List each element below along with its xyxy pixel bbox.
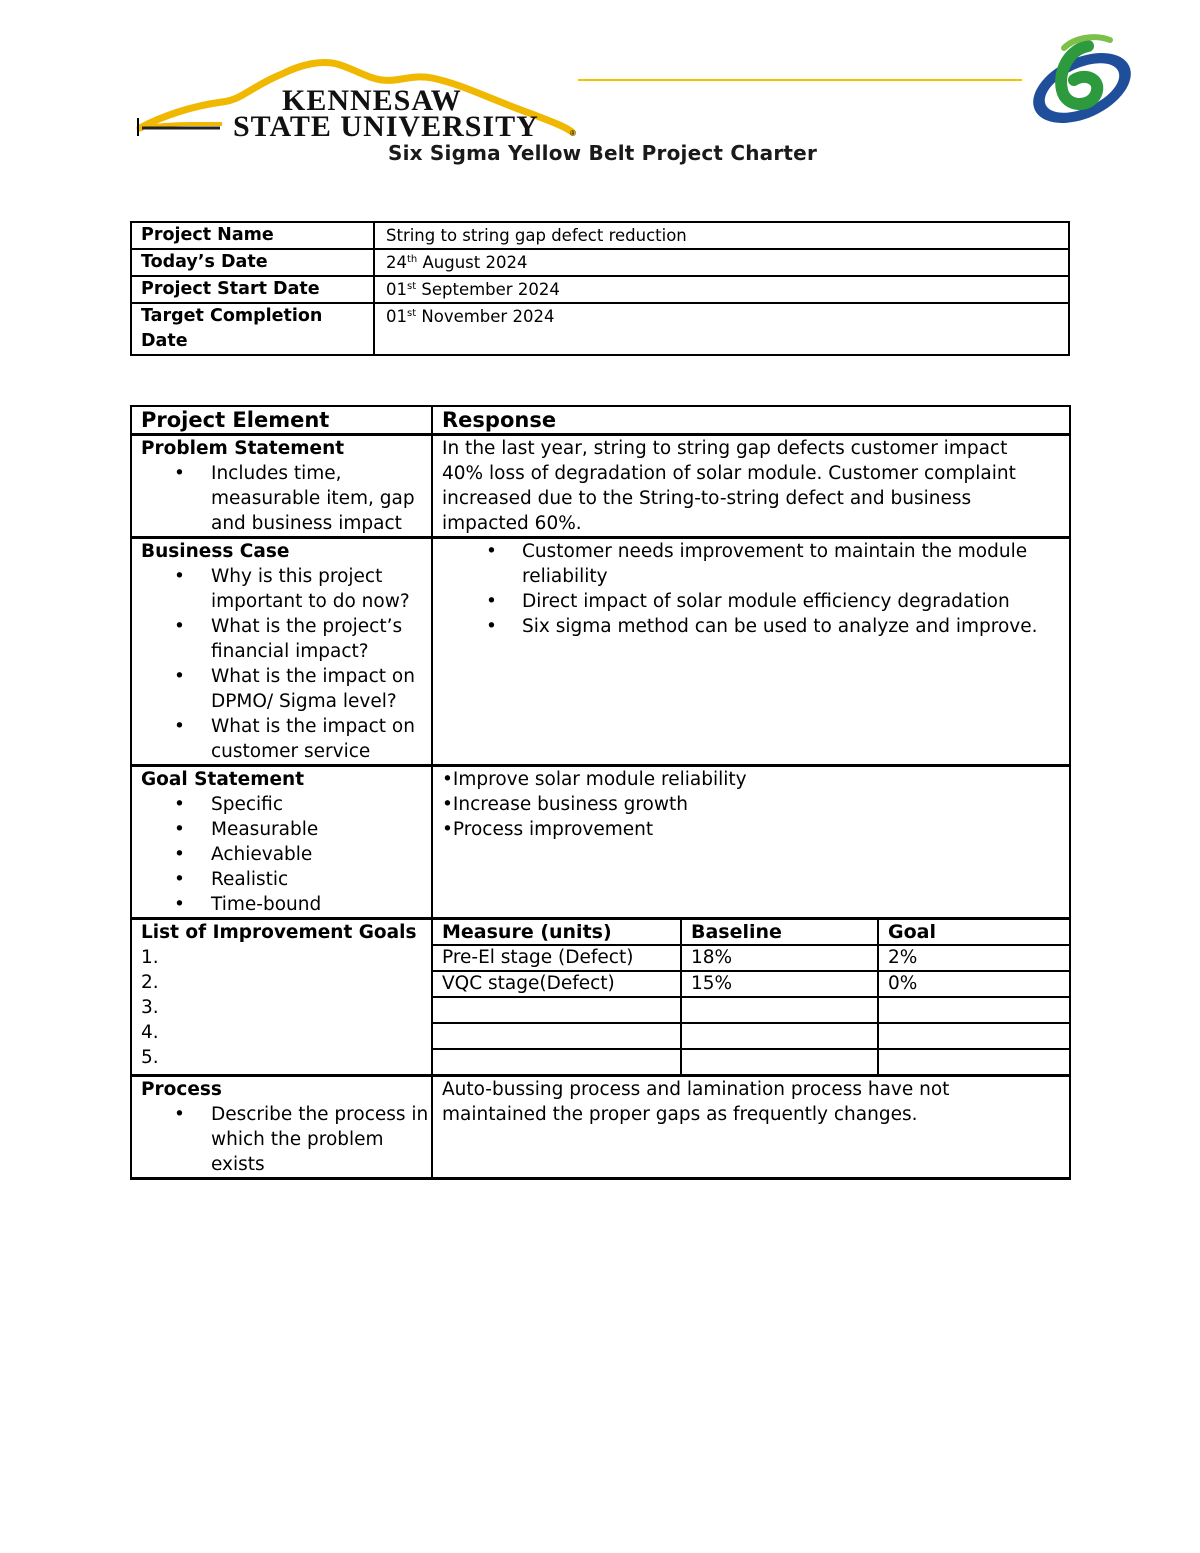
measure-cell: [433, 1049, 681, 1074]
list-item: • What is the impact on customer service: [211, 714, 431, 764]
business-case-cell: [131, 538, 432, 766]
table-row: [433, 1049, 1069, 1074]
improvement-goals-cell: [131, 919, 432, 1076]
date-month-year: September 2024: [416, 280, 560, 299]
list-item: • What is the project’s financial impact?: [211, 614, 431, 664]
date-day: 01: [386, 280, 407, 299]
list-item: • Direct impact of solar module efficiency degradation: [522, 589, 1069, 614]
list-item: • Specific: [211, 792, 431, 817]
svg-text:®: ®: [570, 129, 576, 138]
process-cell: [131, 1076, 432, 1179]
table-row: [433, 1023, 1069, 1049]
problem-statement-response: In the last year, string to string gap defects customer impact 40% loss of degradation of solar module. Customer complaint increased due to the String-to-string defect and business impacted 60%.: [432, 435, 1070, 538]
list-item: [442, 817, 1069, 842]
project-name-value: String to string gap defect reduction: [374, 222, 1069, 249]
improvement-goals-title: List of Improvement Goals: [141, 922, 417, 943]
completion-date-label: Target Completion Date: [131, 303, 374, 355]
list-item: • Customer needs improvement to maintain the module reliability: [522, 539, 1069, 589]
goal-cell: 0%: [878, 971, 1069, 997]
list-item: • Describe the process in which the problem exists: [211, 1102, 431, 1177]
process-row: [131, 1076, 1070, 1179]
list-item: • Includes time, measurable item, gap and business impact: [211, 461, 431, 536]
list-item: • Why is this project important to do now?: [211, 564, 431, 614]
date-month-year: November 2024: [416, 307, 555, 326]
list-item: • Realistic: [211, 867, 431, 892]
improvement-goals-table: [433, 920, 1069, 1074]
improvement-goals-row: [131, 919, 1070, 1076]
table-row: [433, 971, 1069, 997]
baseline-cell: 18%: [681, 945, 878, 971]
university-name-line2: STATE UNIVERSITY: [233, 110, 539, 143]
problem-statement-title: Problem Statement: [141, 438, 345, 459]
list-item: 3.: [141, 997, 159, 1018]
list-item: [442, 767, 1069, 792]
measure-cell: VQC stage(Defect): [433, 971, 681, 997]
process-title: Process: [141, 1079, 222, 1100]
goal-cell: [878, 1023, 1069, 1049]
process-bullets: [141, 1102, 431, 1177]
list-item: • Six sigma method can be used to analyze and improve.: [522, 614, 1069, 639]
list-item: • What is the impact on DPMO/ Sigma level?: [211, 664, 431, 714]
baseline-cell: [681, 1049, 878, 1074]
business-case-title: Business Case: [141, 541, 290, 562]
six-sigma-logo-icon: [1024, 28, 1144, 128]
goal-response-text: Process improvement: [452, 819, 654, 840]
list-item: 5.: [141, 1047, 159, 1068]
project-info-table: [130, 221, 1070, 356]
problem-statement-cell: [131, 435, 432, 538]
start-date-label: Project Start Date: [131, 276, 374, 303]
completion-date-value: [374, 303, 1069, 355]
goal-header: Goal: [878, 920, 1069, 945]
goal-cell: [878, 1049, 1069, 1074]
table-row: [131, 249, 1069, 276]
ksu-logo: [132, 56, 592, 148]
list-item: • Measurable: [211, 817, 431, 842]
goal-statement-title: Goal Statement: [141, 769, 305, 790]
improvement-goals-table-cell: [432, 919, 1070, 1076]
process-response: Auto-bussing process and lamination process have not maintained the proper gaps as frequently changes.: [432, 1076, 1070, 1179]
measure-header: Measure (units): [433, 920, 681, 945]
goal-response-text: Increase business growth: [452, 794, 688, 815]
baseline-cell: [681, 1023, 878, 1049]
goal-statement-row: [131, 766, 1070, 919]
table-row: [433, 997, 1069, 1023]
baseline-cell: 15%: [681, 971, 878, 997]
measure-cell: [433, 1023, 681, 1049]
date-suffix: st: [407, 308, 417, 319]
goal-statement-response: [432, 766, 1070, 919]
table-header-row: [131, 406, 1070, 435]
response-header: Response: [432, 406, 1070, 435]
table-row: [433, 945, 1069, 971]
goal-cell: [878, 997, 1069, 1023]
problem-statement-row: [131, 435, 1070, 538]
goal-cell: 2%: [878, 945, 1069, 971]
goal-statement-cell: [131, 766, 432, 919]
todays-date-value: [374, 249, 1069, 276]
date-day: 01: [386, 307, 407, 326]
header-divider: [578, 79, 1022, 81]
date-day: 24: [386, 253, 407, 272]
business-case-row: [131, 538, 1070, 766]
business-case-response: [432, 538, 1070, 766]
business-case-bullets: [141, 564, 431, 764]
table-row: [131, 303, 1069, 355]
table-row: [131, 222, 1069, 249]
goal-statement-bullets: [141, 792, 431, 917]
project-elements-table: [130, 405, 1071, 1180]
measure-cell: Pre-El stage (Defect): [433, 945, 681, 971]
university-name-line1: KENNESAW: [282, 84, 462, 117]
baseline-cell: [681, 997, 878, 1023]
project-name-label: Project Name: [131, 222, 374, 249]
goal-response-text: Improve solar module reliability: [452, 769, 747, 790]
date-suffix: th: [407, 254, 418, 265]
charter-title: Six Sigma Yellow Belt Project Charter: [388, 141, 818, 165]
list-item: 1.: [141, 947, 159, 968]
list-item: 2.: [141, 972, 159, 993]
list-item: 4.: [141, 1022, 159, 1043]
baseline-header: Baseline: [681, 920, 878, 945]
table-row: [131, 276, 1069, 303]
list-item: [442, 792, 1069, 817]
date-suffix: st: [407, 281, 417, 292]
start-date-value: [374, 276, 1069, 303]
problem-statement-bullets: [141, 461, 431, 536]
list-item: • Time-bound: [211, 892, 431, 917]
list-item: • Achievable: [211, 842, 431, 867]
date-month-year: August 2024: [417, 253, 528, 272]
project-element-header: Project Element: [131, 406, 432, 435]
todays-date-label: Today’s Date: [131, 249, 374, 276]
business-case-response-bullets: [442, 539, 1069, 639]
table-header-row: [433, 920, 1069, 945]
measure-cell: [433, 997, 681, 1023]
